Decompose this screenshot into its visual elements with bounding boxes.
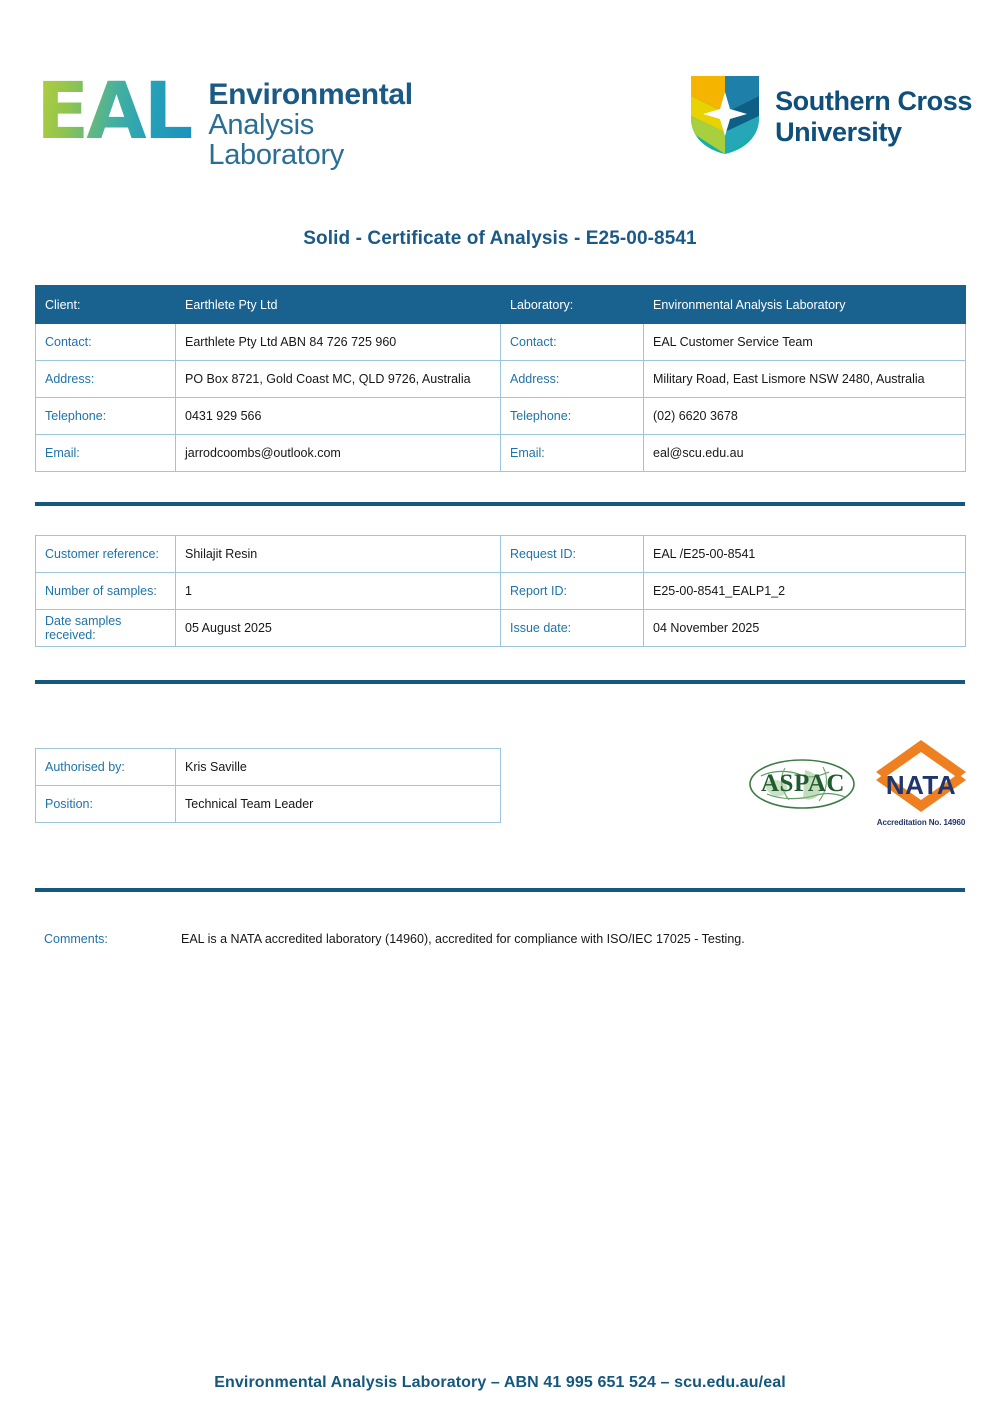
- report-id-label: Report ID:: [501, 573, 644, 610]
- table-row: [36, 435, 966, 472]
- client-telephone-label: Telephone:: [36, 398, 176, 435]
- eal-logo-wordmark: [208, 80, 412, 171]
- lab-address-value: Military Road, East Lismore NSW 2480, Australia: [644, 361, 966, 398]
- section-divider-2: [35, 680, 965, 684]
- page-header: [0, 62, 1000, 172]
- table-row: [36, 398, 966, 435]
- nata-logo: [873, 738, 969, 836]
- eal-logo: [36, 67, 413, 171]
- page-footer: Environmental Analysis Laboratory – ABN 41 995 651 524 – scu.edu.au/eal: [214, 1374, 786, 1391]
- date-samples-received-value: 05 August 2025: [176, 610, 501, 647]
- issue-date-value: 04 November 2025: [644, 610, 966, 647]
- comments-label: Comments:: [44, 932, 108, 946]
- nata-label: NATA: [885, 770, 957, 800]
- report-id-value: E25-00-8541_EALP1_2: [644, 573, 966, 610]
- section-divider-1: [35, 502, 965, 506]
- client-telephone-value: 0431 929 566: [176, 398, 501, 435]
- eal-word-environmental: Environmental: [208, 78, 413, 111]
- scu-wordmark-line-1: Southern Cross: [775, 86, 972, 117]
- table-row: [36, 324, 966, 361]
- authorised-by-label: Authorised by:: [36, 749, 176, 786]
- client-address-label: Address:: [36, 361, 176, 398]
- southern-cross-university-logo: [689, 72, 972, 161]
- eal-word-laboratory: Laboratory: [208, 138, 345, 171]
- customer-reference-value: Shilajit Resin: [176, 536, 501, 573]
- scu-wordmark-line-2: University: [775, 116, 902, 147]
- lab-contact-value: EAL Customer Service Team: [644, 324, 966, 361]
- aspac-label: ASPAC: [761, 770, 845, 797]
- date-samples-received-label: Date samples received:: [36, 610, 176, 647]
- lab-email-value: eal@scu.edu.au: [644, 435, 966, 472]
- page-title: Solid - Certificate of Analysis - E25-00-8541: [303, 228, 697, 249]
- lab-email-label: Email:: [501, 435, 644, 472]
- table-row: [36, 573, 966, 610]
- client-value: Earthlete Pty Ltd: [176, 286, 501, 324]
- number-of-samples-label: Number of samples:: [36, 573, 176, 610]
- client-email-value: jarrodcoombs@outlook.com: [176, 435, 501, 472]
- scu-shield-icon: [689, 72, 761, 161]
- number-of-samples-value: 1: [176, 573, 501, 610]
- client-label: Client:: [36, 286, 176, 324]
- laboratory-value: Environmental Analysis Laboratory: [644, 286, 966, 324]
- request-id-value: EAL /E25-00-8541: [644, 536, 966, 573]
- table-row: [36, 536, 966, 573]
- client-address-value: PO Box 8721, Gold Coast MC, QLD 9726, Australia: [176, 361, 501, 398]
- eal-word-analysis: Analysis: [208, 108, 314, 141]
- table-row: [36, 286, 966, 324]
- lab-address-label: Address:: [501, 361, 644, 398]
- customer-reference-label: Customer reference:: [36, 536, 176, 573]
- issue-date-label: Issue date:: [501, 610, 644, 647]
- section-divider-3: [35, 888, 965, 892]
- accreditation-logos: [745, 738, 970, 838]
- client-laboratory-contacts-table: [35, 285, 966, 472]
- table-row: [36, 749, 501, 786]
- comments-section: [44, 932, 954, 946]
- table-row: [36, 786, 501, 823]
- table-row: [36, 361, 966, 398]
- authorisation-table: [35, 748, 501, 823]
- position-value: Technical Team Leader: [176, 786, 501, 823]
- lab-telephone-value: (02) 6620 3678: [644, 398, 966, 435]
- reference-details-table: [35, 535, 966, 647]
- request-id-label: Request ID:: [501, 536, 644, 573]
- client-contact-value: Earthlete Pty Ltd ABN 84 726 725 960: [176, 324, 501, 361]
- eal-logo-mark: EAL: [36, 74, 198, 150]
- authorised-by-value: Kris Saville: [176, 749, 501, 786]
- client-contact-label: Contact:: [36, 324, 176, 361]
- nata-accreditation-number: Accreditation No. 14960: [876, 818, 966, 827]
- aspac-logo: [745, 756, 860, 812]
- lab-contact-label: Contact:: [501, 324, 644, 361]
- position-label: Position:: [36, 786, 176, 823]
- comments-text: EAL is a NATA accredited laboratory (14960), accredited for compliance with ISO/IEC 17025 - Testing.: [181, 932, 745, 946]
- client-email-label: Email:: [36, 435, 176, 472]
- scu-wordmark: [775, 86, 972, 146]
- table-row: [36, 610, 966, 647]
- lab-telephone-label: Telephone:: [501, 398, 644, 435]
- laboratory-label: Laboratory:: [501, 286, 644, 324]
